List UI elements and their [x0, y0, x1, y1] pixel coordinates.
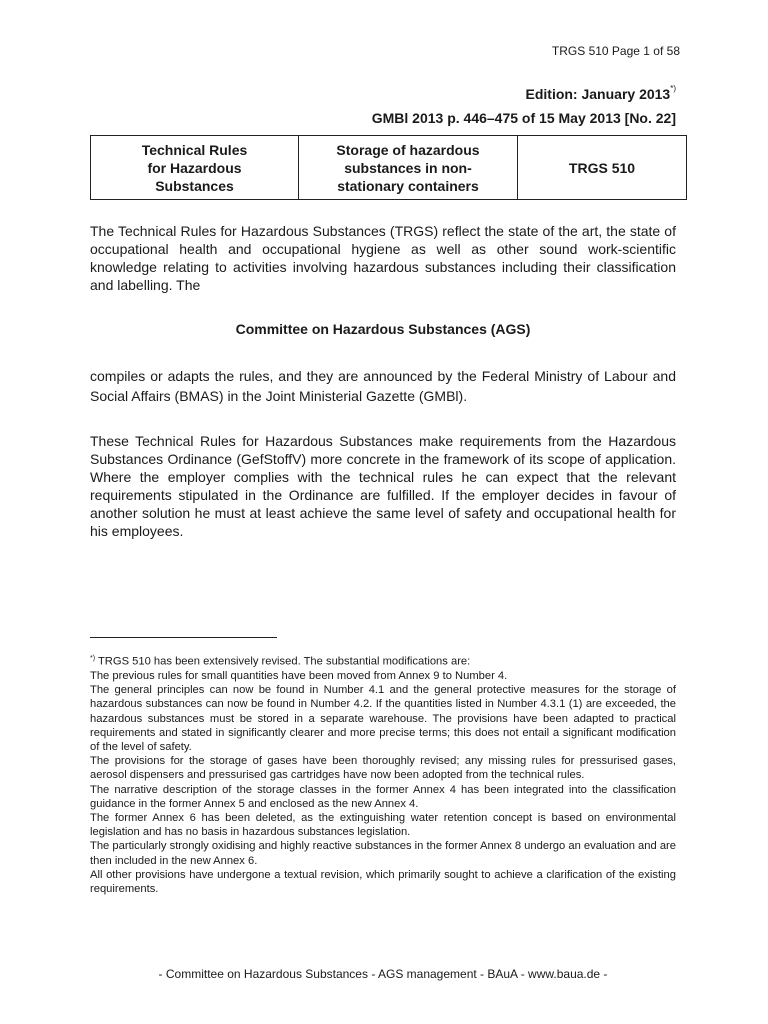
- footnote: [90, 652, 676, 896]
- footnote-item: The previous rules for small quantities have been moved from Annex 9 to Number 4.: [90, 669, 508, 682]
- footnote-separator: [90, 637, 277, 638]
- intro-paragraph: The Technical Rules for Hazardous Substances (TRGS) reflect the state of the art, the state of occupational health and occupational hygiene as well as other sound work-scientific knowledge relating to activities involving hazardous substances including their classification and labelling. The: [90, 223, 676, 293]
- title-cell-code: TRGS 510: [518, 136, 687, 200]
- compiles-paragraph: compiles or adapts the rules, and they are announced by the Federal Ministry of Labour and Social Affairs (BMAS) in the Joint Ministerial Gazette (GMBl).: [90, 368, 676, 404]
- title-cell-rules: [91, 136, 299, 200]
- page-footer: - Committee on Hazardous Substances - AGS management - BAuA - www.baua.de -: [158, 967, 608, 981]
- edition-text: Edition: January 2013: [525, 86, 671, 102]
- title-line: for Hazardous: [147, 159, 242, 176]
- title-cell-subject: [299, 136, 518, 200]
- footnote-lead-text: TRGS 510 has been extensively revised. The substantial modifications are:: [97, 655, 471, 668]
- footnote-item: The particularly strongly oxidising and highly reactive substances in the former Annex 8 undergo an evaluation and are then included in the new Annex 6.: [90, 840, 676, 867]
- gazette-reference: GMBl 2013 p. 446–475 of 15 May 2013 [No. 22]: [371, 110, 676, 126]
- footnote-item: The provisions for the storage of gases have been thoroughly revised; any missing rules for pressurised gases, aerosol dispensers and pressurised gas cartridges have now been adopted from the technical rules.: [90, 755, 676, 782]
- footnote-item: All other provisions have undergone a textual revision, which primarily sought to achieve a clarification of the existing requirements.: [90, 868, 676, 895]
- title-line: Substances: [155, 177, 234, 194]
- footnote-mark: *): [90, 655, 96, 662]
- footnote-item: The narrative description of the storage classes in the former Annex 4 has been integrated into the classification guidance in the former Annex 5 and enclosed as the new Annex 4.: [90, 783, 676, 810]
- committee-heading: Committee on Hazardous Substances (AGS): [235, 321, 531, 337]
- edition-line: [526, 86, 677, 102]
- footnote-item: The general principles can now be found in Number 4.1 and the general protective measures for the storage of hazardous substances can now be found in Number 4.2. If the quantities listed in Number 4.3.1 (1) are exceeded, the hazardous substances must be stored in a separate warehouse. The provisions have been adapted to practical requirements and stated in significantly clearer and more precise terms; this does not entail a significant modification of the level of safety.: [90, 684, 676, 753]
- title-line: Technical Rules: [141, 141, 248, 158]
- footnote-item: The former Annex 6 has been deleted, as the extinguishing water retention concept is based on environmental legislation and has no basis in hazardous substances legislation.: [90, 811, 676, 839]
- title-line: Storage of hazardous: [336, 141, 480, 158]
- title-table: [90, 135, 687, 200]
- page-number: TRGS 510 Page 1 of 58: [551, 44, 680, 58]
- footnote-lead: [90, 652, 676, 669]
- title-line: substances in non-: [344, 159, 472, 176]
- title-line: stationary containers: [337, 177, 479, 194]
- edition-footnote-mark[interactable]: *): [670, 84, 676, 94]
- requirements-paragraph: These Technical Rules for Hazardous Substances make requirements from the Hazardous Substances Ordinance (GefStoffV) more concrete in the framework of its scope of application. Where the employer complies with the technical rules he can expect that the relevant requirements stipulated in the Ordinance are fulfilled. If the employer decides in favour of another solution he must at least achieve the same level of safety and occupational health for his employees.: [90, 433, 676, 539]
